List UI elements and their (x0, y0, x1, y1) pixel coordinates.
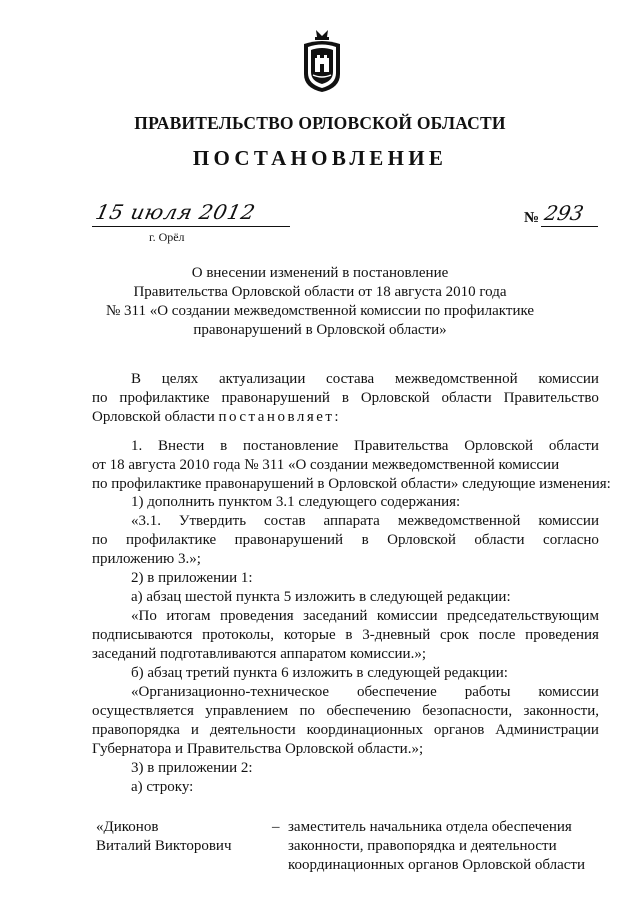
point1-line-2: от 18 августа 2010 года № 311 «О создании межведомственной комиссии (92, 457, 560, 473)
clause31-line-3: приложению 3.»; (92, 551, 201, 567)
document-subject (0, 264, 640, 340)
quote1-line-2: подписываются протоколы, которые в 3-дневный срок после проведения (92, 627, 599, 643)
handwritten-date: 15 июля 2012 (93, 200, 258, 224)
member-position-line: законности, правопорядка и деятельности (288, 838, 557, 854)
member-dash: – (272, 819, 280, 835)
subject-line: правонарушений в Орловской области» (193, 322, 447, 338)
item-3: 3) в приложении 2: (131, 760, 253, 776)
government-name: ПРАВИТЕЛЬСТВО ОРЛОВСКОЙ ОБЛАСТИ (134, 113, 506, 133)
item-2a: а) абзац шестой пункта 5 изложить в следующей редакции: (131, 589, 511, 605)
number-label: № (524, 210, 540, 226)
member-position-line: заместитель начальника отдела обеспечения (288, 819, 572, 835)
handwritten-number: 293 (542, 201, 586, 225)
intro-line-3: Орловской области постановляет: (92, 409, 342, 425)
quote1-line-1: «По итогам проведения заседаний комиссии председательствующим (131, 608, 599, 624)
item-3a: а) строку: (131, 779, 194, 795)
point1-line-3: по профилактике правонарушений в Орловской области» следующие изменения: (92, 476, 611, 492)
decree-verb: постановляет: (218, 409, 342, 425)
intro-line-1: В целях актуализации состава межведомственной комиссии (131, 371, 599, 387)
quote2-line-4: Губернатора и Правительства Орловской области.»; (92, 741, 424, 757)
coat-of-arms-icon (301, 28, 343, 94)
clause31-line-1: «3.1. Утвердить состав аппарата межведомственной комиссии (131, 513, 599, 529)
member-position-line: координационных органов Орловской области (288, 857, 585, 873)
subject-line: О внесении изменений в постановление (191, 265, 449, 281)
point1-line-1: 1. Внести в постановление Правительства Орловской области (131, 438, 599, 454)
clause31-line-2: по профилактике правонарушений в Орловской области согласно (92, 532, 599, 548)
city-label: г. Орёл (149, 230, 185, 244)
quote2-line-3: правопорядка и деятельности координационных органов Администрации (92, 722, 599, 738)
intro-line-2: по профилактике правонарушений в Орловской области Правительство (92, 390, 599, 406)
item-1: 1) дополнить пунктом 3.1 следующего содержания: (131, 494, 461, 510)
subject-line: № 311 «О создании межведомственной комиссии по профилактике (105, 303, 535, 319)
subject-line: Правительства Орловской области от 18 августа 2010 года (133, 284, 507, 300)
number-underline (541, 226, 598, 227)
quote1-line-3: заседаний подготавливаются аппаратом комиссии.»; (92, 646, 427, 662)
member-surname: «Диконов (96, 819, 159, 835)
item-2b: б) абзац третий пункта 6 изложить в следующей редакции: (131, 665, 508, 681)
member-given-names: Виталий Викторович (96, 838, 232, 854)
quote2-line-1: «Организационно-техническое обеспечение работы комиссии (131, 684, 599, 700)
date-underline (92, 226, 290, 227)
item-2: 2) в приложении 1: (131, 570, 253, 586)
document-type: ПОСТАНОВЛЕНИЕ (192, 146, 448, 170)
quote2-line-2: осуществляется управлением по обеспечению безопасности, законности, (92, 703, 599, 719)
